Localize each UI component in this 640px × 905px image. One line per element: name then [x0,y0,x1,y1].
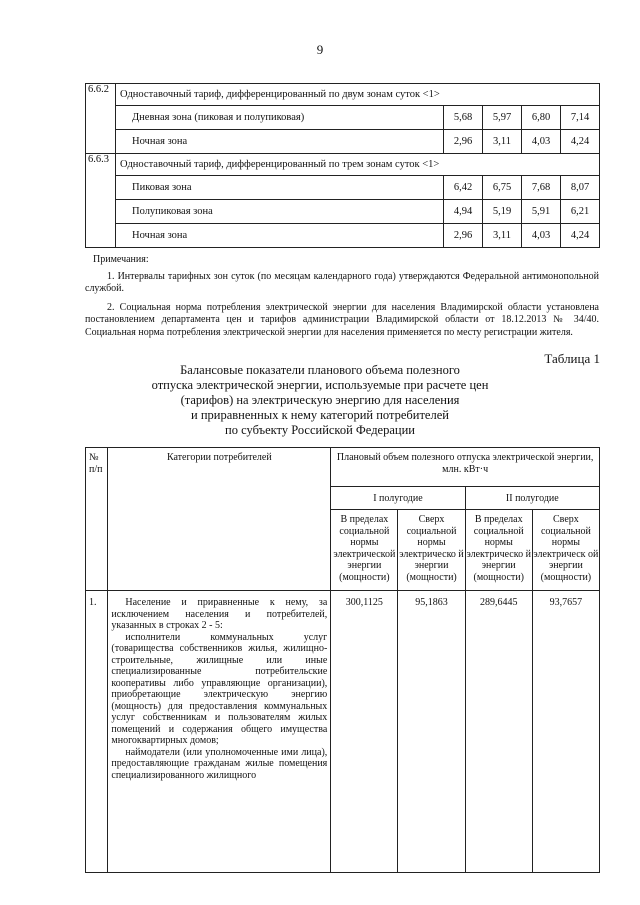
header-within-h1: В пределах социальной нормы электрической энергии (мощности) [331,510,398,591]
category-p2: наймодатели (или уполномоченные ими лица), предоставляющие гражданам жилые помещения специализированного жилищного [111,746,328,781]
table-row [86,591,600,873]
table-row [86,106,600,130]
section-code: 6.6.2 [86,84,116,154]
cell: 7,68 [522,176,561,200]
cell: 2,96 [444,224,483,248]
cell: 3,11 [483,130,522,154]
tariff-table [85,83,600,248]
header-above-h2: Сверх социальной нормы электрическ ой энергии (мощности) [532,510,599,591]
cell: 6,21 [561,200,600,224]
note-1: 1. Интервалы тарифных зон суток (по месяцам календарного года) утверждаются Федеральной антимонопольной службой. [85,270,599,294]
cell: 6,42 [444,176,483,200]
title-line: и приравненных к нему категорий потребителей [191,408,449,422]
cell: 4,24 [561,130,600,154]
title-line: (тарифов) на электрическую энергию для населения [180,393,460,407]
cell: 6,75 [483,176,522,200]
row-label: Пиковая зона [116,176,444,200]
notes [85,254,599,339]
cell: 3,11 [483,224,522,248]
row-label: Ночная зона [116,130,444,154]
cell: 7,14 [561,106,600,130]
note-2: 2. Социальная норма потребления электрической энергии для населения Владимирской области установлена постановлением департамента цен и тарифов администрации Владимирской области от 18.12.2013 № 34/40. Социальная норма потребления электрической энергии для населения применяется по месту регистрации жителя. [85,301,599,338]
section-header: Одноставочный тариф, дифференцированный по трем зонам суток <1> [116,154,600,176]
cell: 5,68 [444,106,483,130]
header-half-2: II полугодие [465,487,599,510]
cell: 5,97 [483,106,522,130]
header-within-h2: В пределах социальной нормы электрическо й энергии (мощности) [465,510,532,591]
title-line: отпуска электрической энергии, используемые при расчете цен [151,378,489,392]
cell: 4,03 [522,224,561,248]
table-label: Таблица 1 [544,351,600,366]
row-label: Полупиковая зона [116,200,444,224]
header-half-1: I полугодие [331,487,465,510]
table-row [86,200,600,224]
cell: 5,19 [483,200,522,224]
title-line: по субъекту Российской Федерации [225,423,415,437]
section-header: Одноставочный тариф, дифференцированный по двум зонам суток <1> [116,84,600,106]
cell: 289,6445 [465,591,532,873]
cell: 93,7657 [532,591,599,873]
section-code: 6.6.3 [86,154,116,248]
header-planned: Плановый объем полезного отпуска электрической энергии, млн. кВт·ч [331,448,600,487]
cell: 300,1125 [331,591,398,873]
title-line: Балансовые показатели планового объема полезного [180,363,460,377]
table-title [0,363,640,438]
header-num: № п/п [86,448,108,591]
category-intro: Население и приравненные к нему, за исключением населения и потребителей, указанных в строках 2 - 5: [111,597,328,631]
table-row [86,130,600,154]
row-label: Дневная зона (пиковая и полупиковая) [116,106,444,130]
header-category: Категории потребителей [108,448,331,591]
cell: 4,03 [522,130,561,154]
cell: 4,94 [444,200,483,224]
table-row [86,224,600,248]
cell: 4,24 [561,224,600,248]
cell: 5,91 [522,200,561,224]
page-number: 9 [316,42,324,57]
cell: 6,80 [522,106,561,130]
balance-table [85,447,600,873]
cell: 2,96 [444,130,483,154]
category-p1: исполнители коммунальных услуг (товарищества собственников жилья, жилищно-строительные, жилищные или иные специализированные потребительские кооперативы либо управляющие организации), приобретающие электрическую энергию (мощность) для предоставления коммунальных услуг собственникам и пользователям жилых помещений и содержания общего имущества многоквартирных домов; [111,631,328,746]
table-row [86,176,600,200]
notes-heading: Примечания: [93,254,149,265]
header-above-h1: Сверх социальной нормы электрическо й энергии (мощности) [398,510,465,591]
row-category [108,591,331,873]
row-label: Ночная зона [116,224,444,248]
cell: 95,1863 [398,591,465,873]
row-num: 1. [86,591,108,873]
cell: 8,07 [561,176,600,200]
